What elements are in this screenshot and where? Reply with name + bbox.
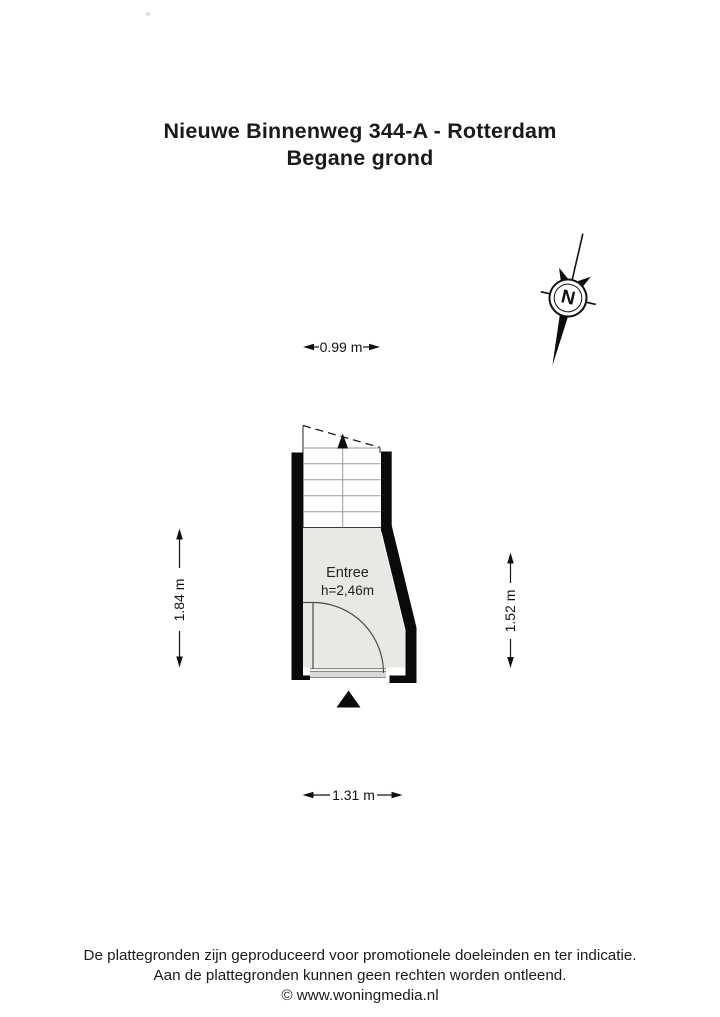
wall-right-foot	[390, 676, 417, 684]
dimension-right-label: 1.52 m	[502, 589, 518, 633]
disclaimer-line-1: De plattegronden zijn geproduceerd voor promotionele doeleinden en ter indicatie.	[83, 947, 637, 964]
stairs	[303, 426, 381, 528]
arrow-left-icon	[303, 792, 314, 798]
room-name: Entree	[326, 565, 369, 581]
arrow-up-icon	[507, 553, 514, 564]
arrow-left-icon	[303, 344, 314, 350]
dimension-left-label: 1.84 m	[171, 578, 187, 621]
entrance-arrow-icon	[337, 691, 361, 708]
compass-icon	[525, 227, 611, 372]
door-threshold	[310, 669, 386, 678]
door-jamb-right	[386, 668, 406, 676]
title-address: Nieuwe Binnenweg 344-A - Rotterdam	[163, 119, 557, 143]
sill-dark-band	[310, 672, 386, 678]
wall-right-lower	[406, 628, 417, 684]
arrow-right-icon	[392, 792, 403, 798]
arrow-right-icon	[369, 344, 380, 350]
door-jamb-left	[303, 668, 310, 676]
stair-up-arrow-icon	[337, 434, 348, 449]
room-label-block	[291, 565, 404, 599]
wall-right-upper	[381, 452, 392, 532]
dimension-bottom-label: 1.31 m	[332, 787, 375, 803]
arrow-down-icon	[176, 657, 183, 668]
compass-label: N	[558, 286, 578, 310]
dimension-top-label: 0.99 m	[319, 339, 363, 355]
arrow-down-icon	[507, 657, 514, 668]
disclaimer-line-2: Aan de plattegronden kunnen geen rechten worden ontleend.	[153, 967, 567, 984]
compass-needle-line	[571, 234, 583, 286]
copyright-line: © www.woningmedia.nl	[281, 987, 439, 1004]
room-ceiling-height: h=2,46m	[321, 583, 374, 598]
disclaimer-footer	[0, 946, 720, 1006]
arrow-up-icon	[176, 529, 183, 540]
title-floor: Begane grond	[286, 146, 434, 170]
